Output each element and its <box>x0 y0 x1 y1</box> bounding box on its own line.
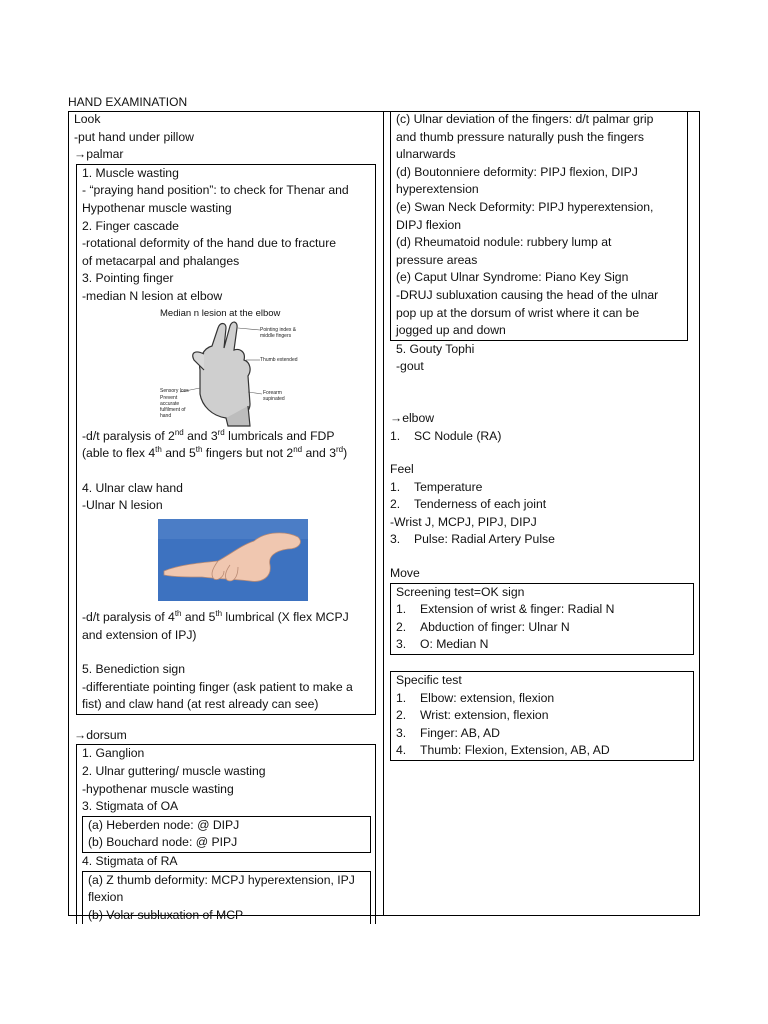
finger-cascade: 2. Finger cascade <box>82 218 179 233</box>
specific-item-number: 1. <box>396 690 407 705</box>
median-lesion: -median N lesion at elbow <box>82 288 223 303</box>
feel-heading: Feel <box>390 462 414 477</box>
screening-item-text: Abduction of finger: Ulnar N <box>420 619 570 634</box>
swan-neck-2: DIPJ flexion <box>396 217 462 232</box>
specific-item-number: 3. <box>396 725 407 740</box>
screening-item-text: O: Median N <box>420 637 489 652</box>
elbow-item-number: 1. <box>390 428 401 443</box>
feel-item-text: Temperature <box>414 479 483 494</box>
stigmata-ra: 4. Stigmata of RA <box>82 854 178 869</box>
screening-item-number: 3. <box>396 637 407 652</box>
specific-item-text: Thumb: Flexion, Extension, AB, AD <box>420 743 610 758</box>
feel-item <box>390 479 694 497</box>
hypothenar-wasting: -hypothenar muscle wasting <box>82 781 234 796</box>
ra-box-right <box>390 111 688 341</box>
paralysis-line-4: and extension of IPJ) <box>82 627 197 642</box>
specific-item-number: 4. <box>396 743 407 758</box>
oa-box <box>82 816 371 853</box>
boutonniere-1: (d) Boutonniere deformity: PIPJ flexion, DIPJ <box>396 164 638 179</box>
screening-item-number: 2. <box>396 619 407 634</box>
feel-item-number: 3. <box>390 532 401 547</box>
feel-item-number: 1. <box>390 479 401 494</box>
heberden-node: (a) Heberden node: @ DIPJ <box>88 817 240 832</box>
screening-item-text: Extension of wrist & finger: Radial N <box>420 602 615 617</box>
elbow-list <box>390 428 694 446</box>
screening-item <box>396 636 689 654</box>
specific-item-number: 2. <box>396 708 407 723</box>
palmar-box <box>76 164 376 715</box>
feel-item-text: Pulse: Radial Artery Pulse <box>414 532 555 547</box>
caput-ulnar-3: pop up at the dorsum of wrist where it can be <box>396 305 640 320</box>
label-prevent: Prevent <box>160 394 178 401</box>
praying-line-1: - “praying hand position”: to check for Thenar and <box>82 183 349 198</box>
specific-item <box>396 742 689 760</box>
column-divider <box>383 111 384 916</box>
claw-hand-illustration <box>158 519 308 601</box>
label-forearm: Forearm <box>263 389 282 396</box>
elbow-heading: →elbow <box>390 410 435 425</box>
ulnar-claw-photo <box>158 519 308 601</box>
screening-item <box>396 601 689 619</box>
palmar-heading: →palmar <box>74 147 124 162</box>
label-prevent-3: fulfilment of <box>160 406 186 413</box>
differentiate-line-2: fist) and claw hand (at rest already can see) <box>82 697 319 712</box>
benediction-sign: 5. Benediction sign <box>82 662 185 677</box>
specific-item-text: Finger: AB, AD <box>420 725 500 740</box>
feel-item <box>390 531 694 549</box>
specific-list <box>396 690 689 760</box>
feel-item-text: Tenderness of each joint <box>414 497 547 512</box>
volar-subluxation: (b) Volar subluxation of MCP <box>88 907 244 922</box>
feel-item <box>390 496 694 514</box>
figure-title: Median n lesion at the elbow <box>160 307 281 319</box>
dorsum-heading: →dorsum <box>74 727 127 742</box>
screening-title: Screening test=OK sign <box>396 584 525 599</box>
screening-list <box>396 601 689 654</box>
move-heading: Move <box>390 566 420 581</box>
specific-item <box>396 707 689 725</box>
stigmata-oa: 3. Stigmata of OA <box>82 799 179 814</box>
ulnar-deviation-3: ulnarwards <box>396 147 456 162</box>
rotational-line-2: of metacarpal and phalanges <box>82 253 240 268</box>
specific-item <box>396 690 689 708</box>
muscle-wasting: 1. Muscle wasting <box>82 165 179 180</box>
dorsum-box <box>76 744 376 924</box>
paralysis-line-2: (able to flex 4th and 5th fingers but not 2nd and 3rd) <box>82 445 348 461</box>
specific-title: Specific test <box>396 673 462 688</box>
screening-item <box>396 619 689 637</box>
boutonniere-2: hyperextension <box>396 182 479 197</box>
screening-item-number: 1. <box>396 602 407 617</box>
caput-ulnar-2: -DRUJ subluxation causing the head of the ulnar <box>396 287 659 302</box>
feel-item-number: 2. <box>390 497 401 512</box>
label-pointing: Pointing index & <box>260 326 297 333</box>
label-forearm-2: supinated <box>263 395 285 402</box>
specific-item-text: Elbow: extension, flexion <box>420 690 555 705</box>
rheumatoid-nodule-2: pressure areas <box>396 252 478 267</box>
rotational-line-1: -rotational deformity of the hand due to fracture <box>82 236 337 251</box>
ra-box-left <box>82 871 371 925</box>
gout: -gout <box>396 359 424 374</box>
ulnar-claw-hand: 4. Ulnar claw hand <box>82 480 183 495</box>
label-pointing-2: middle fingers <box>260 332 292 339</box>
ulnar-deviation-1: (c) Ulnar deviation of the fingers: d/t palmar grip <box>396 112 654 126</box>
screening-box <box>390 583 694 655</box>
right-column <box>390 111 694 761</box>
specific-item-text: Wrist: extension, flexion <box>420 708 549 723</box>
label-sensory: Sensory loss <box>160 387 189 394</box>
z-thumb-line-2: flexion <box>88 890 124 905</box>
differentiate-line-1: -differentiate pointing finger (ask patient to make a <box>82 679 353 694</box>
label-prevent-4: hand <box>160 412 172 419</box>
elbow-item-text: SC Nodule (RA) <box>414 428 502 443</box>
gouty-tophi: 5. Gouty Tophi <box>396 341 475 356</box>
feel-list <box>390 479 694 514</box>
ulnar-lesion: -Ulnar N lesion <box>82 498 163 513</box>
ganglion: 1. Ganglion <box>82 746 145 761</box>
bouchard-node: (b) Bouchard node: @ PIPJ <box>88 835 238 850</box>
praying-line-2: Hypothenar muscle wasting <box>82 200 232 215</box>
paralysis-line-1: -d/t paralysis of 2nd and 3rd lumbricals and FDP <box>82 427 335 443</box>
swan-neck-1: (e) Swan Neck Deformity: PIPJ hyperextension, <box>396 199 654 214</box>
elbow-item <box>390 428 694 446</box>
paralysis-line-3: -d/t paralysis of 4th and 5th lumbrical (X flex MCPJ <box>82 608 349 624</box>
feel-wrist: -Wrist J, MCPJ, PIPJ, DIPJ <box>390 514 537 529</box>
rheumatoid-nodule-1: (d) Rheumatoid nodule: rubbery lump at <box>396 235 612 250</box>
page-title: HAND EXAMINATION <box>68 95 188 109</box>
ulnar-deviation-2: and thumb pressure naturally push the fingers <box>396 129 644 144</box>
left-column <box>74 111 376 924</box>
ulnar-guttering: 2. Ulnar guttering/ muscle wasting <box>82 764 266 779</box>
pillow-note: -put hand under pillow <box>74 129 194 144</box>
label-thumb: Thumb extended <box>260 356 298 363</box>
specific-box <box>390 671 694 761</box>
look-heading: Look <box>74 112 101 126</box>
label-prevent-2: accurate <box>160 400 180 407</box>
feel-list-2 <box>390 531 694 549</box>
pointing-finger: 3. Pointing finger <box>82 271 174 286</box>
z-thumb-line-1: (a) Z thumb deformity: MCPJ hyperextension, IPJ <box>88 872 355 887</box>
median-lesion-figure <box>160 308 310 428</box>
caput-ulnar-4: jogged up and down <box>396 323 506 338</box>
specific-item <box>396 725 689 743</box>
caput-ulnar-1: (e) Caput Ulnar Syndrome: Piano Key Sign <box>396 270 629 285</box>
